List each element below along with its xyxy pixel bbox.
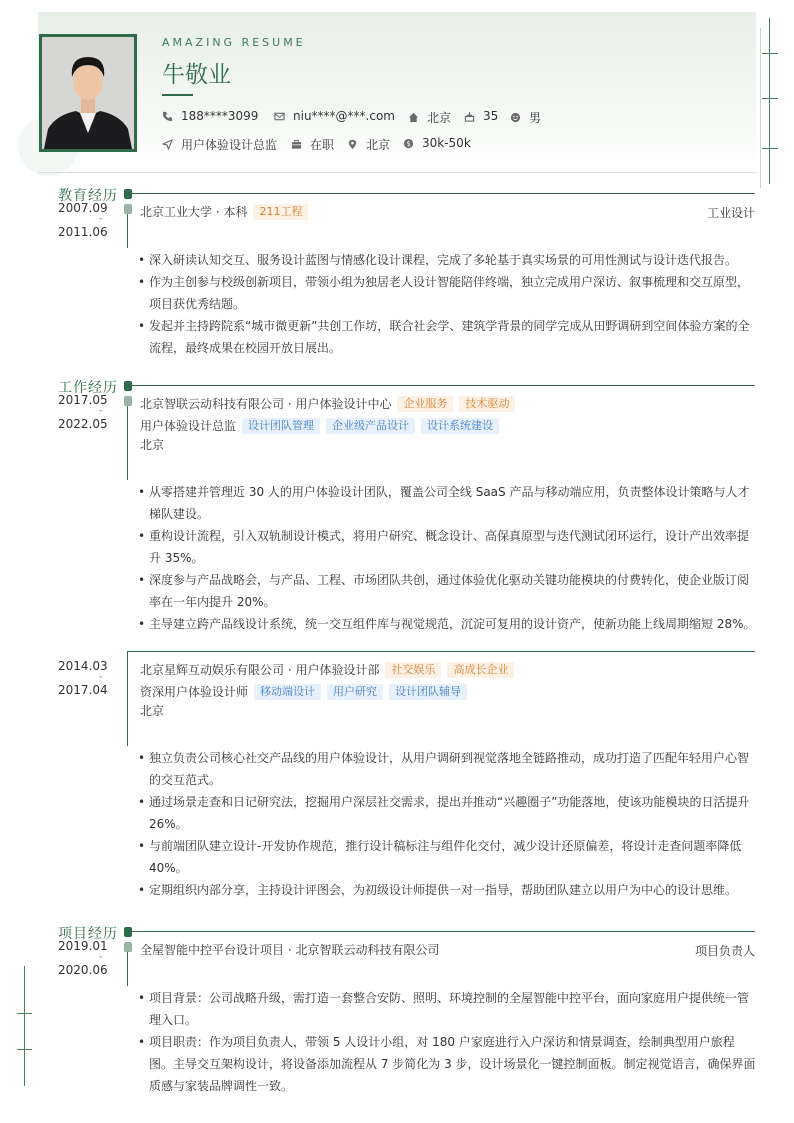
timeline-line bbox=[127, 406, 128, 480]
work-2-city: 北京 bbox=[140, 704, 165, 718]
decorative-tick bbox=[17, 1013, 32, 1014]
candidate-name: 牛敬业 bbox=[162, 62, 231, 88]
project-bullets bbox=[138, 987, 756, 1097]
list-item: • 主导建立跨产品线设计系统，统一交互组件库与视觉规范，沉淀可复用的设计资产，使新功能上线周期缩短 28%。 bbox=[138, 613, 756, 635]
project-start-date: 2019.01 bbox=[58, 939, 108, 953]
gender-info bbox=[510, 109, 541, 126]
salary-text: 30k-50k bbox=[422, 136, 471, 150]
role-tag: 设计系统建设 bbox=[421, 418, 499, 434]
mail-icon bbox=[274, 111, 285, 122]
work-1-start-date: 2017.05 bbox=[58, 393, 108, 407]
send-icon bbox=[162, 139, 173, 150]
decorative-line bbox=[760, 28, 761, 188]
section-marker bbox=[124, 927, 132, 937]
age-info bbox=[464, 109, 498, 123]
header-background bbox=[38, 12, 756, 172]
timeline-line bbox=[127, 651, 128, 746]
city-text: 北京 bbox=[427, 111, 452, 125]
section-divider bbox=[128, 193, 755, 194]
decorative-tick bbox=[762, 53, 778, 54]
decorative-tick bbox=[17, 1049, 32, 1050]
timeline-line bbox=[127, 214, 128, 248]
location-pin-icon bbox=[347, 139, 358, 150]
list-item: • 从零搭建并管理近 30 人的用户体验设计团队，覆盖公司全线 SaaS 产品与移动端应用，负责整体设计策略与人才梯队建设。 bbox=[138, 481, 756, 525]
target-city-info bbox=[347, 136, 390, 153]
section-divider bbox=[128, 931, 755, 932]
work-1-end-date: 2022.05 bbox=[58, 417, 108, 431]
svg-text:$: $ bbox=[406, 139, 411, 148]
decorative-line bbox=[769, 18, 770, 184]
list-item: • 独立负责公司核心社交产品线的用户体验设计，从用户调研到视觉落地全链路推动，成功打造了匹配年轻用户心智的交互范式。 bbox=[138, 747, 756, 791]
company-tag: 社交娱乐 bbox=[385, 662, 441, 678]
project-role: 项目负责人 bbox=[694, 944, 755, 958]
entry-marker bbox=[124, 942, 132, 952]
resume-subtitle: AMAZING RESUME bbox=[162, 36, 306, 49]
list-item: • 发起并主持跨院系“城市微更新”共创工作坊，联合社会学、建筑学背景的同学完成从田野调研到空间体验方案的全流程，最终成果在校园开放日展出。 bbox=[138, 315, 756, 359]
age-text: 35 bbox=[483, 109, 499, 123]
work-1-role-row bbox=[140, 417, 499, 434]
company-tag: 高成长企业 bbox=[447, 662, 514, 678]
company-name: 北京星辉互动娱乐有限公司 · 用户体验设计部 bbox=[140, 663, 380, 677]
role-name: 用户体验设计总监 bbox=[140, 419, 237, 433]
position-text: 用户体验设计总监 bbox=[181, 138, 278, 152]
list-item: • 通过场景走查和日记研究法，挖掘用户深层社交需求，提出并推动“兴趣圈子”功能落地，使该功能模块的日活提升 26%。 bbox=[138, 791, 756, 835]
email-info bbox=[274, 109, 395, 123]
section-marker bbox=[124, 381, 132, 391]
city-info bbox=[408, 109, 451, 126]
status-text: 在职 bbox=[310, 138, 335, 152]
company-tag: 企业服务 bbox=[397, 396, 453, 412]
work-2-bullets bbox=[138, 747, 756, 901]
school-tag: 211工程 bbox=[253, 204, 308, 220]
decorative-tick bbox=[762, 98, 778, 99]
list-item: • 定期组织内部分享，主持设计评图会，为初级设计师提供一对一指导，帮助团队建立以用户为中心的设计思维。 bbox=[138, 879, 756, 901]
project-name: 全屋智能中控平台设计项目 · 北京智联云动科技有限公司 bbox=[140, 943, 440, 957]
role-tag: 企业级产品设计 bbox=[326, 418, 415, 434]
education-school-row bbox=[140, 203, 308, 220]
list-item: • 项目背景：公司战略升级，需打造一套整合安防、照明、环境控制的全屋智能中控平台，面向家庭用户提供统一管理入口。 bbox=[138, 987, 756, 1031]
role-tag: 设计团队辅导 bbox=[389, 684, 467, 700]
date-separator: - bbox=[99, 952, 103, 962]
briefcase-icon bbox=[291, 139, 302, 150]
status-info bbox=[291, 136, 334, 153]
entry-marker bbox=[124, 204, 132, 214]
date-separator: - bbox=[99, 406, 103, 416]
role-name: 资深用户体验设计师 bbox=[140, 685, 249, 699]
list-item: • 项目职责：作为项目负责人，带领 5 人设计小组，对 180 户家庭进行入户深访和情景调查，绘制典型用户旅程图。主导交互架构设计，将设备添加流程从 7 步简化为 3 步，设计场景化一键控制面板。制定视觉语言，确保界面质感与家装品牌调性一致。 bbox=[138, 1031, 756, 1097]
target-city-text: 北京 bbox=[366, 138, 391, 152]
decorative-tick bbox=[762, 148, 778, 149]
list-item: • 与前端团队建立设计-开发协作规范，推行设计稿标注与组件化交付，减少设计还原偏差，将设计走查问题率降低 40%。 bbox=[138, 835, 756, 879]
education-end-date: 2011.06 bbox=[58, 225, 108, 239]
work-2-end-date: 2017.04 bbox=[58, 683, 108, 697]
company-name: 北京智联云动科技有限公司 · 用户体验设计中心 bbox=[140, 397, 392, 411]
name-underline bbox=[162, 94, 193, 96]
entry-marker bbox=[124, 396, 132, 406]
face-icon bbox=[510, 112, 521, 123]
work-2-start-date: 2014.03 bbox=[58, 659, 108, 673]
company-tag: 技术驱动 bbox=[459, 396, 515, 412]
list-item: • 作为主创参与校级创新项目，带领小组为独居老人设计智能陪伴终端，独立完成用户深访、叙事梳理和交互原型，项目获优秀结题。 bbox=[138, 271, 756, 315]
role-tag: 设计团队管理 bbox=[242, 418, 320, 434]
work-2-company-row bbox=[140, 661, 514, 678]
money-icon bbox=[403, 138, 414, 149]
list-item: • 重构设计流程，引入双轨制设计模式，将用户研究、概念设计、高保真原型与迭代测试闭环运行，设计产出效率提升 35%。 bbox=[138, 525, 756, 569]
decorative-line bbox=[24, 966, 25, 1086]
email-text: niu****@***.com bbox=[293, 109, 395, 123]
work-1-bullets bbox=[138, 481, 756, 635]
section-title-projects: 项目经历 bbox=[58, 926, 118, 942]
work-1-city: 北京 bbox=[140, 438, 165, 452]
section-title-education: 教育经历 bbox=[58, 188, 118, 204]
education-start-date: 2007.09 bbox=[58, 201, 108, 215]
phone-info bbox=[162, 109, 258, 123]
list-item: • 深度参与产品战略会，与产品、工程、市场团队共创，通过体验优化驱动关键功能模块的付费转化，使企业版订阅率在一年内提升 20%。 bbox=[138, 569, 756, 613]
education-bullets bbox=[138, 249, 756, 359]
phone-text: 188****3099 bbox=[181, 109, 259, 123]
phone-icon bbox=[162, 111, 173, 122]
cake-icon bbox=[464, 111, 475, 122]
education-major: 工业设计 bbox=[706, 206, 755, 220]
role-tag: 用户研究 bbox=[327, 684, 383, 700]
section-marker bbox=[124, 189, 132, 199]
work-2-role-row bbox=[140, 683, 467, 700]
date-separator: - bbox=[99, 672, 103, 682]
profile-photo bbox=[39, 34, 137, 152]
list-item: • 深入研读认知交互、服务设计蓝图与情感化设计课程，完成了多轮基于真实场景的可用性测试与设计迭代报告。 bbox=[138, 249, 756, 271]
section-divider bbox=[128, 385, 755, 386]
entry-divider bbox=[128, 651, 755, 652]
role-tag: 移动端设计 bbox=[254, 684, 321, 700]
gender-text: 男 bbox=[529, 111, 542, 125]
school-name: 北京工业大学 · 本科 bbox=[140, 205, 248, 219]
salary-info bbox=[403, 136, 471, 150]
position-info bbox=[162, 136, 277, 153]
timeline-line bbox=[127, 952, 128, 986]
work-1-company-row bbox=[140, 395, 515, 412]
project-end-date: 2020.06 bbox=[58, 963, 108, 977]
date-separator: - bbox=[99, 214, 103, 224]
header-divider bbox=[38, 172, 756, 173]
home-icon bbox=[408, 112, 419, 123]
section-title-work: 工作经历 bbox=[58, 380, 118, 396]
